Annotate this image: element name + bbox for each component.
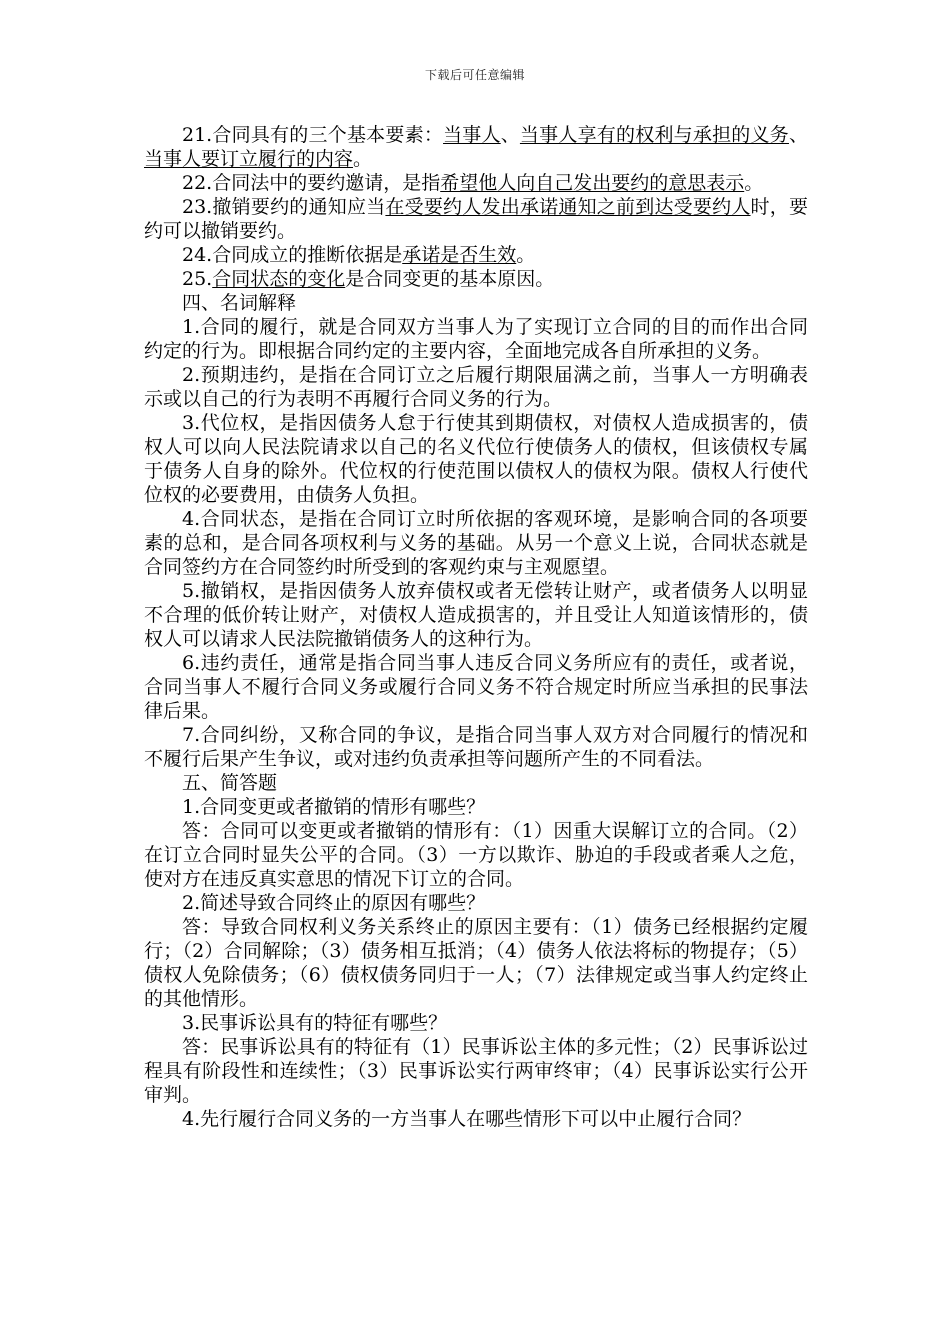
paragraph xyxy=(144,915,808,1011)
text-segment: 、 xyxy=(500,124,520,146)
text-segment: 是合同变更的基本原因。 xyxy=(345,268,555,290)
paragraph xyxy=(144,243,808,267)
text-segment: 2.简述导致合同终止的原因有哪些？ xyxy=(182,892,486,914)
paragraph xyxy=(144,723,808,771)
paragraph xyxy=(144,579,808,651)
text-segment: 。 xyxy=(744,172,764,194)
underlined-answer: 当事人享有的权利与承担的义务 xyxy=(519,124,789,146)
text-segment: 23.撤销要约的通知应当 xyxy=(182,196,386,218)
paragraph xyxy=(144,267,808,291)
paragraph xyxy=(144,891,808,915)
underlined-answer: 当事人 xyxy=(443,124,501,146)
underlined-answer: 当事人要订立履行的内容 xyxy=(144,148,354,170)
document-body xyxy=(144,123,808,1131)
text-segment: 7.合同纠纷，又称合同的争议，是指合同当事人双方对合同履行的情况和不履行后果产生争议，或对违约负责承担等问题所产生的不同看法。 xyxy=(144,724,808,770)
text-segment: 。 xyxy=(516,244,536,266)
paragraph xyxy=(144,363,808,411)
text-segment: 4.先行履行合同义务的一方当事人在哪些情形下可以中止履行合同？ xyxy=(182,1108,752,1130)
text-segment: 22.合同法中的要约邀请，是指 xyxy=(182,172,441,194)
text-segment: 1.合同的履行，就是合同双方当事人为了实现订立合同的目的而作出合同约定的行为。即根据合同约定的主要内容，全面地完成各自所承担的义务。 xyxy=(144,316,808,362)
text-segment: 。 xyxy=(353,148,373,170)
paragraph xyxy=(144,1107,808,1131)
text-segment: 5.撤销权，是指因债务人放弃债权或者无偿转让财产，或者债务人以明显不合理的低价转让财产，对债权人造成损害的，并且受让人知道该情形的，债权人可以请求人民法院撤销债务人的这种行为。 xyxy=(144,580,808,650)
text-segment: 五、简答题 xyxy=(182,772,278,794)
paragraph xyxy=(144,795,808,819)
underlined-answer: 合同状态的变化 xyxy=(212,268,346,290)
paragraph xyxy=(144,123,808,171)
paragraph xyxy=(144,819,808,891)
paragraph xyxy=(144,171,808,195)
paragraph xyxy=(144,195,808,243)
paragraph xyxy=(144,291,808,315)
paragraph xyxy=(144,771,808,795)
text-segment: 3.代位权，是指因债务人怠于行使其到期债权，对债权人造成损害的，债权人可以向人民法院请求以自己的名义代位行使债务人的债权，但该债权专属于债务人自身的除外。代位权的行使范围以债权人的债权为限。债权人行使代位权的必要费用，由债务人负担。 xyxy=(144,412,808,506)
text-segment: 、 xyxy=(788,124,808,146)
text-segment: 1.合同变更或者撤销的情形有哪些？ xyxy=(182,796,486,818)
text-segment: 24.合同成立的推断依据是 xyxy=(182,244,403,266)
underlined-answer: 承诺是否生效 xyxy=(402,244,517,266)
text-segment: 时，要约可以撤销要约。 xyxy=(144,196,808,242)
text-segment: 21.合同具有的三个基本要素： xyxy=(182,124,444,146)
text-segment: 答：民事诉讼具有的特征有（1）民事诉讼主体的多元性；（2）民事诉讼过程具有阶段性和连续性；（3）民事诉讼实行两审终审；（4）民事诉讼实行公开审判。 xyxy=(144,1036,808,1106)
paragraph xyxy=(144,315,808,363)
text-segment: 四、名词解释 xyxy=(182,292,297,314)
text-segment: 答：导致合同权利义务关系终止的原因主要有：（1）债务已经根据约定履行；（2）合同解除；（3）债务相互抵消；（4）债务人依法将标的物提存；（5）债权人免除债务；（6）债权债务同归于一人；（7）法律规定或当事人约定终止的其他情形。 xyxy=(144,916,808,1010)
page-header: 下载后可任意编辑 xyxy=(424,68,525,82)
underlined-answer: 希望他人向自己发出要约的意思表示 xyxy=(440,172,745,194)
paragraph xyxy=(144,1011,808,1035)
paragraph xyxy=(144,411,808,507)
paragraph xyxy=(144,651,808,723)
text-segment: 6.违约责任，通常是指合同当事人违反合同义务所应有的责任，或者说，合同当事人不履行合同义务或履行合同义务不符合规定时所应当承担的民事法律后果。 xyxy=(144,652,808,722)
text-segment: 3.民事诉讼具有的特征有哪些？ xyxy=(182,1012,448,1034)
text-segment: 答：合同可以变更或者撤销的情形有：（1）因重大误解订立的合同。（2）在订立合同时显失公平的合同。（3）一方以欺诈、胁迫的手段或者乘人之危，使对方在违反真实意思的情况下订立的合同。 xyxy=(144,820,808,890)
paragraph xyxy=(144,507,808,579)
text-segment: 25. xyxy=(182,268,213,290)
paragraph xyxy=(144,1035,808,1107)
text-segment: 4.合同状态，是指在合同订立时所依据的客观环境，是影响合同的各项要素的总和，是合同各项权利与义务的基础。从另一个意义上说，合同状态就是合同签约方在合同签约时所受到的客观约束与主观愿望。 xyxy=(144,508,808,578)
underlined-answer: 在受要约人发出承诺通知之前到达受要约人 xyxy=(385,196,751,218)
text-segment: 2.预期违约，是指在合同订立之后履行期限届满之前，当事人一方明确表示或以自己的行为表明不再履行合同义务的行为。 xyxy=(144,364,808,410)
